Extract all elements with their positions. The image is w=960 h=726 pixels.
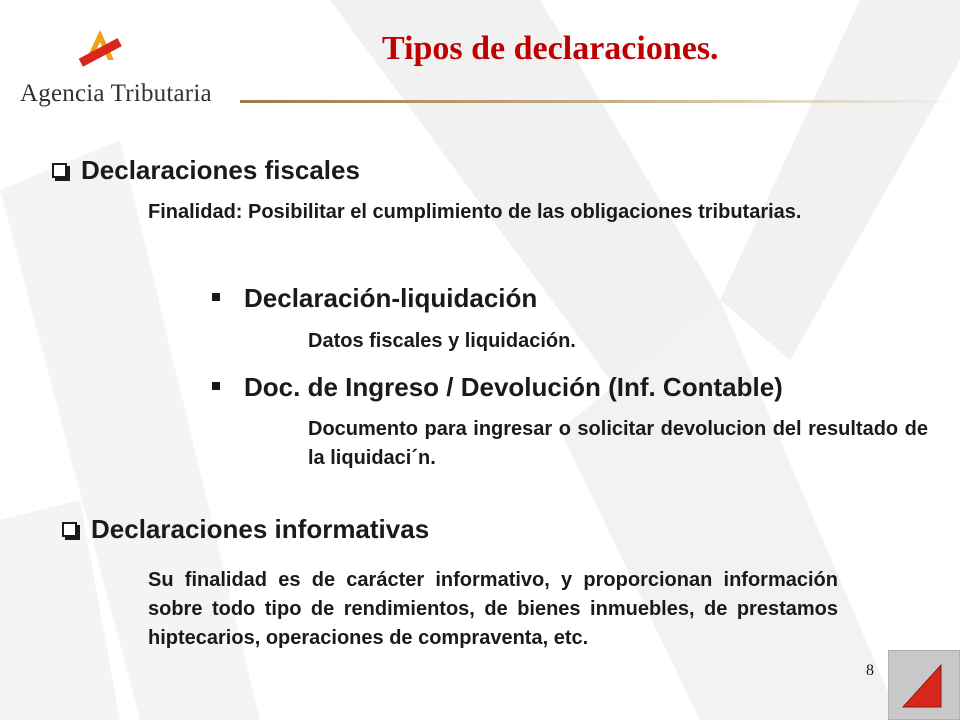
checkbox-bullet-icon <box>62 522 77 537</box>
square-bullet-icon <box>212 293 220 301</box>
back-nav-button[interactable] <box>888 650 960 720</box>
sub-heading-text: Declaración-liquidación <box>244 283 538 313</box>
section-description: Finalidad: Posibilitar el cumplimiento de las obligaciones tributarias. <box>148 201 802 223</box>
item-description: Datos fiscales y liquidación. <box>308 330 576 352</box>
title-underline <box>240 100 960 103</box>
section-heading-text: Declaraciones fiscales <box>81 155 360 185</box>
sub-heading-declaracion-liquidacion <box>212 283 537 314</box>
square-bullet-icon <box>212 382 220 390</box>
logo-text: Agencia Tributaria <box>20 80 212 107</box>
sub-heading-doc-ingreso <box>212 372 783 403</box>
section-description: Su finalidad es de carácter informativo, y proporcionan información sobre todo tipo de rendimientos, de bienes inmuebles, de prestamos hiptecarios, operaciones de compraventa, etc. <box>148 569 838 649</box>
checkbox-bullet-icon <box>52 163 67 178</box>
page-number: 8 <box>866 662 874 679</box>
section-heading-text: Declaraciones informativas <box>91 514 430 544</box>
agency-emblem-icon <box>8 18 208 78</box>
section-heading-informativas <box>62 514 429 545</box>
sub-heading-text: Doc. de Ingreso / Devolución (Inf. Contable) <box>244 372 783 402</box>
item-description: Documento para ingresar o solicitar devolucion del resultado de la liquidaci´n. <box>308 418 928 469</box>
back-triangle-icon <box>889 651 960 721</box>
section-heading-fiscales <box>52 155 360 186</box>
page-title: Tipos de declaraciones. <box>382 30 719 67</box>
agencia-tributaria-logo <box>8 18 212 108</box>
